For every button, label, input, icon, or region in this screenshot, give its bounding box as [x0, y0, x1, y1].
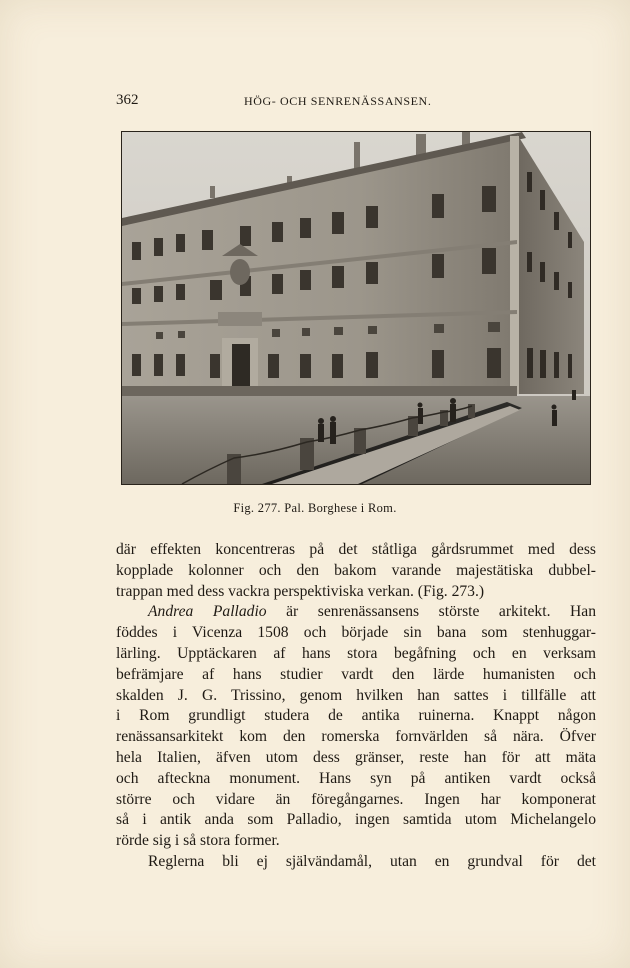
text-line: renässansarkitekt kom den romerska fornvärlden så nära. Öfver: [116, 728, 596, 746]
text-line: lärling. Upptäckaren af hans stora begåfning och en verksam: [116, 644, 596, 662]
body-text: [116, 540, 596, 873]
photograph-illustration: [122, 132, 590, 484]
section-title: HÖG- OCH SENRENÄSSANSEN.: [244, 94, 432, 108]
text-line: där effekten koncentreras på det ståtliga gårdsrummet med dess: [116, 541, 596, 558]
text-line: befrämjare af hans studier vardt den lärde humanisten och: [116, 665, 596, 683]
text-line: kopplade kolonner och den bakom varande majestätiska dubbel-: [116, 561, 596, 579]
figure-caption: Fig. 277. Pal. Borghese i Rom.: [233, 501, 397, 515]
running-head: [116, 92, 596, 110]
text-line: så i antik anda som Palladio, ingen samtida utom Michelangelo: [116, 811, 596, 829]
text-line: [116, 602, 596, 623]
text-line: föddes i Vicenza 1508 och började sin bana som stenhuggar-: [116, 624, 596, 642]
text-line: Reglerna bli ej självändamål, utan en grundval för det: [148, 852, 596, 870]
text-line: trappan med dess vackra perspektiviska verkan. (Fig. 273.): [116, 582, 485, 600]
page-number: 362: [116, 92, 139, 108]
text-line-rest: är senrenässansens störste arkitekt. Han: [286, 603, 596, 621]
text-line: och afteckna monument. Hans syn på antiken vardt också: [116, 769, 596, 787]
palazzo-borghese-photograph: [121, 131, 591, 485]
emphasis-name: Andrea Palladio: [148, 603, 267, 621]
text-line: skalden J. G. Trissino, genom hvilken han sattes i tillfälle att: [116, 686, 596, 704]
text-line: större och vidare än föregångarnes. Ingen har komponerat: [116, 790, 596, 808]
text-line: i Rom grundligt studera de antika ruinerna. Knappt någon: [116, 707, 596, 725]
text-line: rörde sig i så stora former.: [116, 832, 280, 850]
text-line: hela Italien, äfven utom dess gränser, reste han för att mäta: [116, 748, 596, 766]
